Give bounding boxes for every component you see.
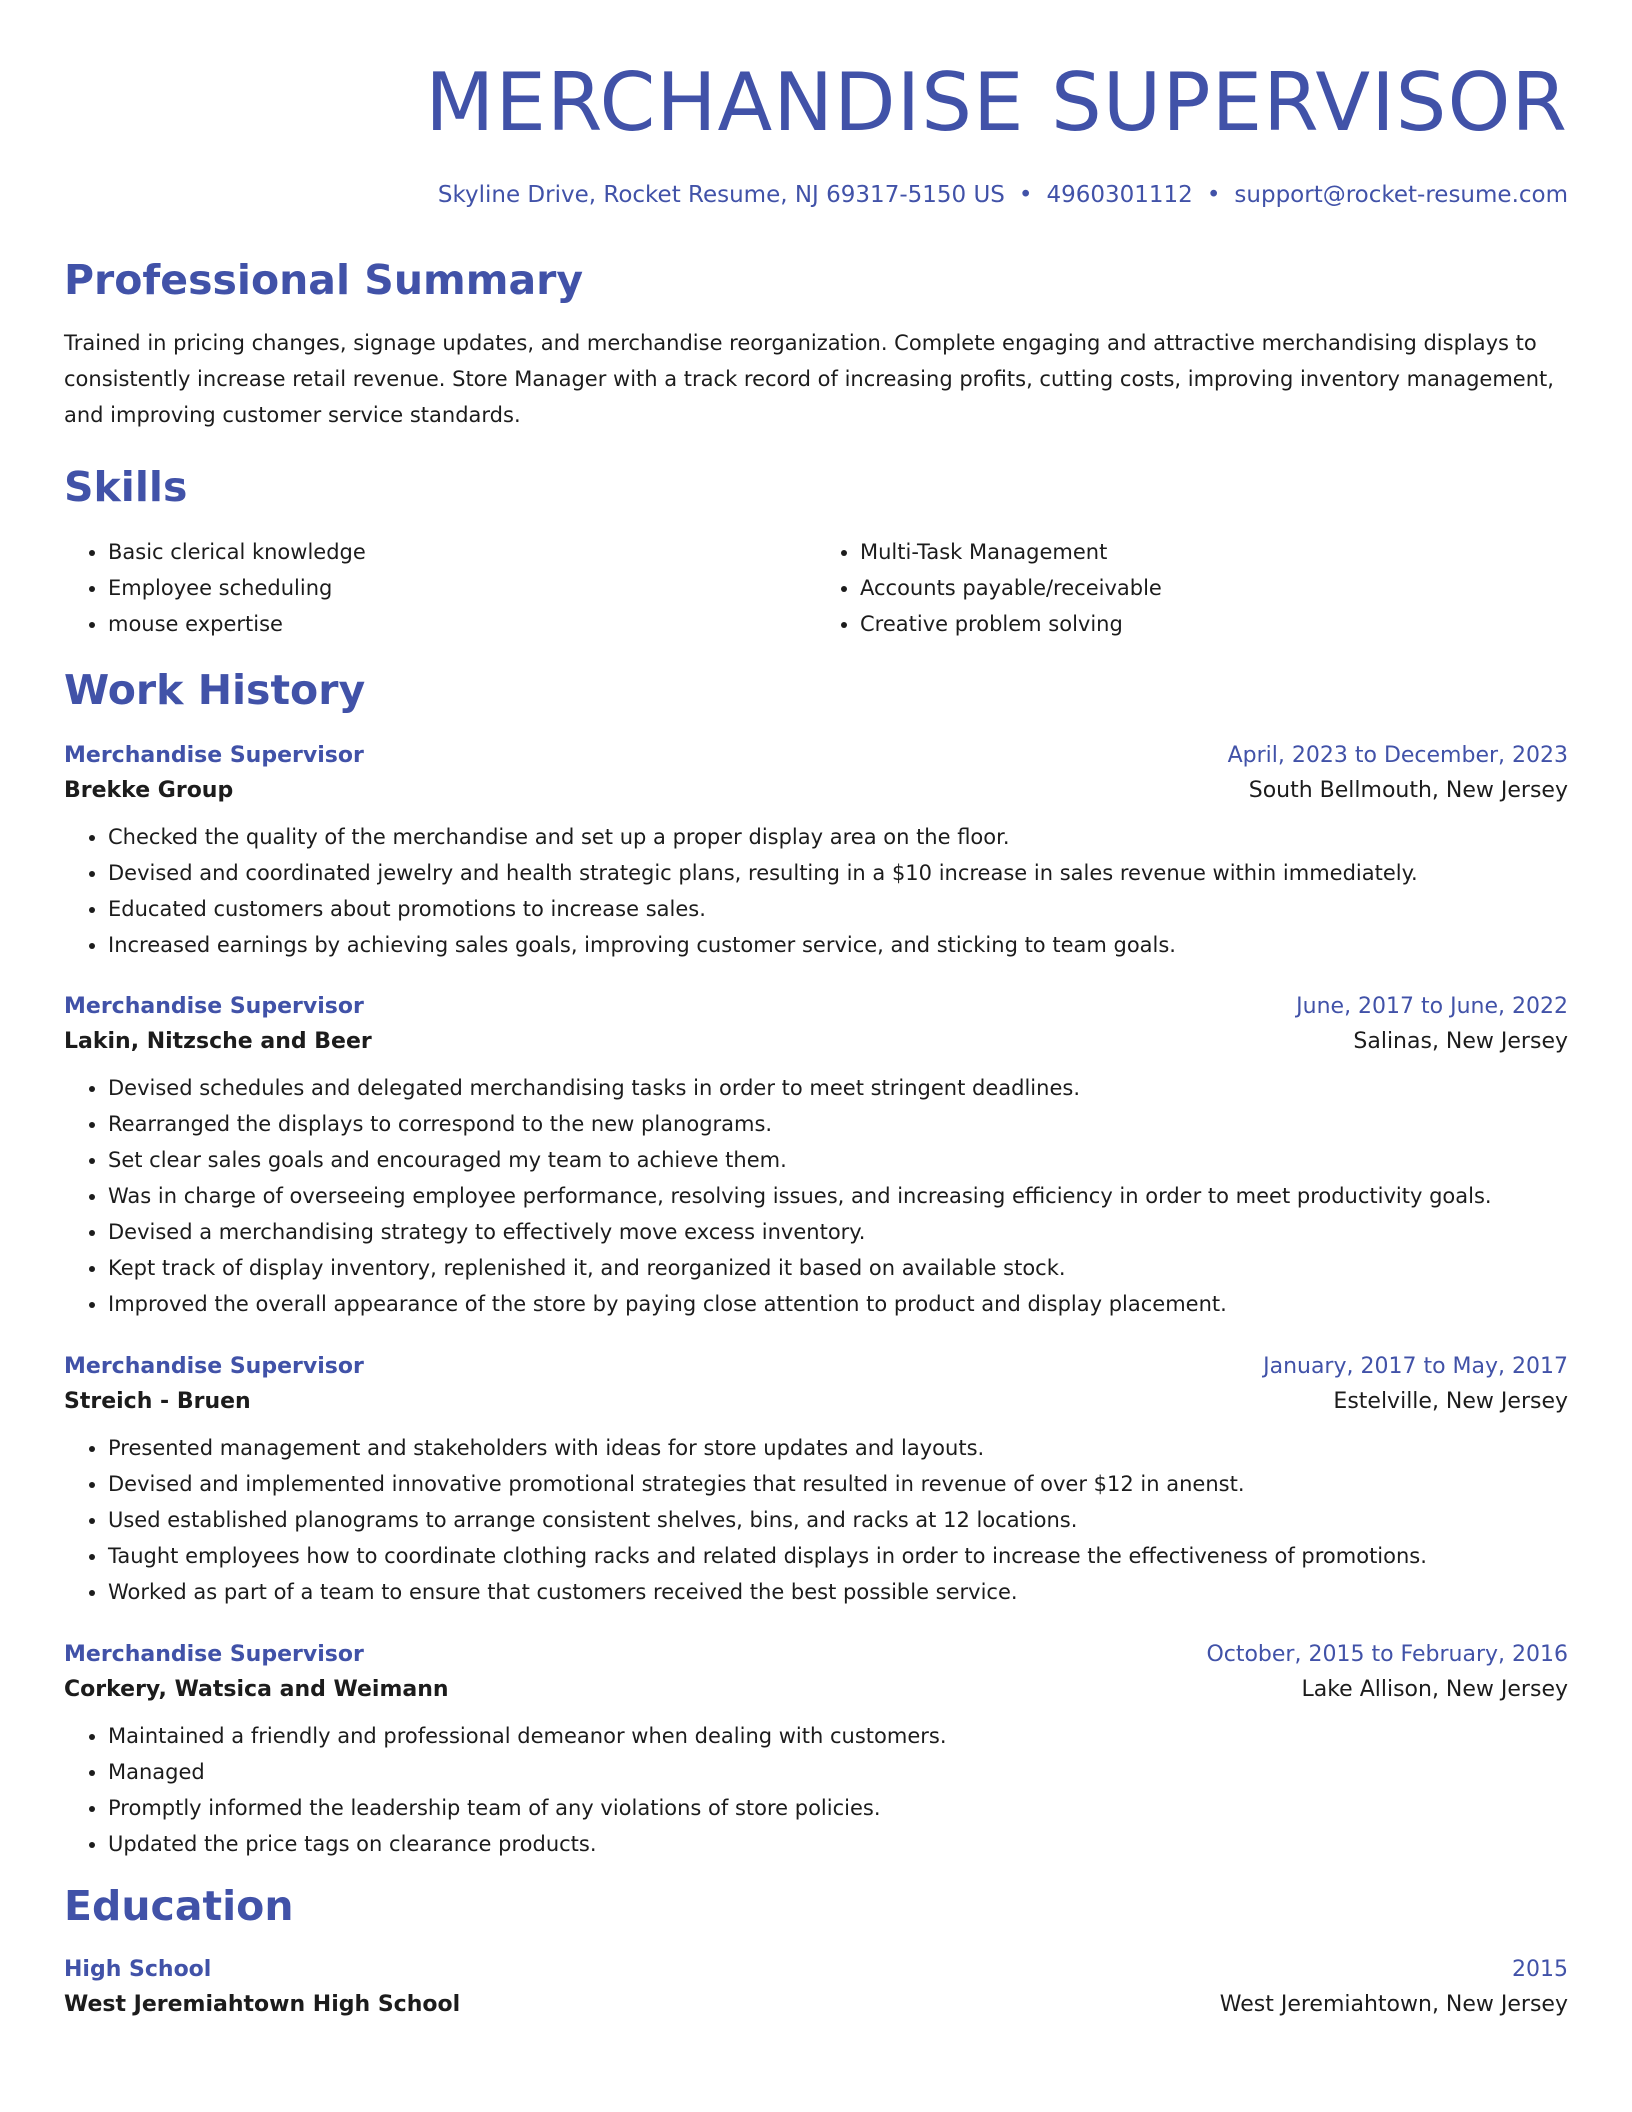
job-bullets xyxy=(64,1070,1568,1322)
job-bullets xyxy=(64,819,1568,963)
list-item: • Used established planograms to arrange consistent shelves, bins, and racks at 12 locations. xyxy=(108,1502,1568,1538)
job-location: South Bellmouth, New Jersey xyxy=(1248,778,1568,804)
contact-address: Skyline Drive, Rocket Resume, NJ 69317-5150 US xyxy=(437,182,1005,208)
skill-item: • Multi-Task Management xyxy=(860,534,1568,570)
list-item: • Devised and implemented innovative promotional strategies that resulted in revenue of over $12 in anenst. xyxy=(108,1466,1568,1502)
page-title: MERCHANDISE SUPERVISOR xyxy=(425,56,1568,149)
skill-item: • mouse expertise xyxy=(108,606,816,642)
list-item: • Checked the quality of the merchandise and set up a proper display area on the floor. xyxy=(108,819,1568,855)
contact-separator: • xyxy=(1206,182,1221,208)
job-dates: October, 2015 to February, 2016 xyxy=(1206,1642,1568,1668)
section-title-skills: Skills xyxy=(64,463,188,512)
job-entry xyxy=(64,994,1568,1322)
job-bullets xyxy=(64,1718,1568,1862)
list-item: • Taught employees how to coordinate clothing racks and related displays in order to increase the effectiveness of promotions. xyxy=(108,1538,1568,1574)
job-dates: April, 2023 to December, 2023 xyxy=(1227,743,1568,769)
job-role: Merchandise Supervisor xyxy=(64,1642,364,1668)
job-company: Brekke Group xyxy=(64,778,234,804)
job-company: Streich - Bruen xyxy=(64,1389,251,1415)
section-title-work-history: Work History xyxy=(64,666,366,715)
skills-column-left xyxy=(64,534,816,642)
list-item: • Updated the price tags on clearance products. xyxy=(108,1826,1568,1862)
list-item: • Set clear sales goals and encouraged my team to achieve them. xyxy=(108,1142,1568,1178)
contact-email[interactable]: support@rocket-resume.com xyxy=(1234,182,1568,208)
job-location: Estelville, New Jersey xyxy=(1333,1389,1568,1415)
list-item: • Presented management and stakeholders with ideas for store updates and layouts. xyxy=(108,1430,1568,1466)
skills-column-right xyxy=(816,534,1568,642)
job-location: Lake Allison, New Jersey xyxy=(1301,1677,1568,1703)
list-item: • Rearranged the displays to correspond to the new planograms. xyxy=(108,1106,1568,1142)
job-role: Merchandise Supervisor xyxy=(64,743,364,769)
skill-item: • Employee scheduling xyxy=(108,570,816,606)
list-item: • Devised a merchandising strategy to effectively move excess inventory. xyxy=(108,1214,1568,1250)
list-item: • Worked as part of a team to ensure that customers received the best possible service. xyxy=(108,1574,1568,1610)
contact-phone: 4960301112 xyxy=(1046,182,1193,208)
job-bullets xyxy=(64,1430,1568,1610)
list-item: • Was in charge of overseeing employee performance, resolving issues, and increasing efficiency in order to meet productivity goals. xyxy=(108,1178,1568,1214)
list-item: • Increased earnings by achieving sales goals, improving customer service, and sticking to team goals. xyxy=(108,927,1568,963)
skills-list xyxy=(64,534,1568,642)
list-item: • Devised schedules and delegated merchandising tasks in order to meet stringent deadlines. xyxy=(108,1070,1568,1106)
section-title-summary: Professional Summary xyxy=(64,256,584,304)
job-role: Merchandise Supervisor xyxy=(64,994,364,1020)
contact-line xyxy=(64,182,1568,208)
list-item: • Managed xyxy=(108,1754,1568,1790)
list-item: • Devised and coordinated jewelry and health strategic plans, resulting in a $10 increase in sales revenue within immediately. xyxy=(108,855,1568,891)
job-role: Merchandise Supervisor xyxy=(64,1354,364,1380)
section-title-education: Education xyxy=(64,1882,294,1931)
resume-page xyxy=(64,0,1568,2017)
list-item: • Maintained a friendly and professional demeanor when dealing with customers. xyxy=(108,1718,1568,1754)
list-item: • Promptly informed the leadership team of any violations of store policies. xyxy=(108,1790,1568,1826)
list-item: • Educated customers about promotions to increase sales. xyxy=(108,891,1568,927)
skill-item: • Accounts payable/receivable xyxy=(860,570,1568,606)
job-entry xyxy=(64,1354,1568,1610)
skill-item: • Creative problem solving xyxy=(860,606,1568,642)
job-dates: June, 2017 to June, 2022 xyxy=(1296,994,1568,1020)
education-entry xyxy=(64,1957,1568,2017)
job-company: Lakin, Nitzsche and Beer xyxy=(64,1029,372,1055)
contact-separator: • xyxy=(1018,182,1033,208)
list-item: • Kept track of display inventory, replenished it, and reorganized it based on available stock. xyxy=(108,1250,1568,1286)
list-item: • Improved the overall appearance of the store by paying close attention to product and display placement. xyxy=(108,1286,1568,1322)
education-location: West Jeremiahtown, New Jersey xyxy=(1219,1992,1568,2018)
job-entry xyxy=(64,743,1568,963)
education-school: West Jeremiahtown High School xyxy=(64,1992,461,2018)
skill-item: • Basic clerical knowledge xyxy=(108,534,816,570)
job-location: Salinas, New Jersey xyxy=(1353,1029,1568,1055)
education-year: 2015 xyxy=(1512,1957,1568,1983)
summary-text: Trained in pricing changes, signage updates, and merchandise reorganization. Complete engaging and attractive merchandising displays to consistently increase retail revenue. Store Manager with a track record of increasing profits, cutting costs, improving inventory management, and improving customer service standards. xyxy=(64,331,1554,428)
job-entry xyxy=(64,1642,1568,1862)
education-degree: High School xyxy=(64,1957,212,1983)
job-dates: January, 2017 to May, 2017 xyxy=(1263,1354,1568,1380)
job-company: Corkery, Watsica and Weimann xyxy=(64,1677,449,1703)
